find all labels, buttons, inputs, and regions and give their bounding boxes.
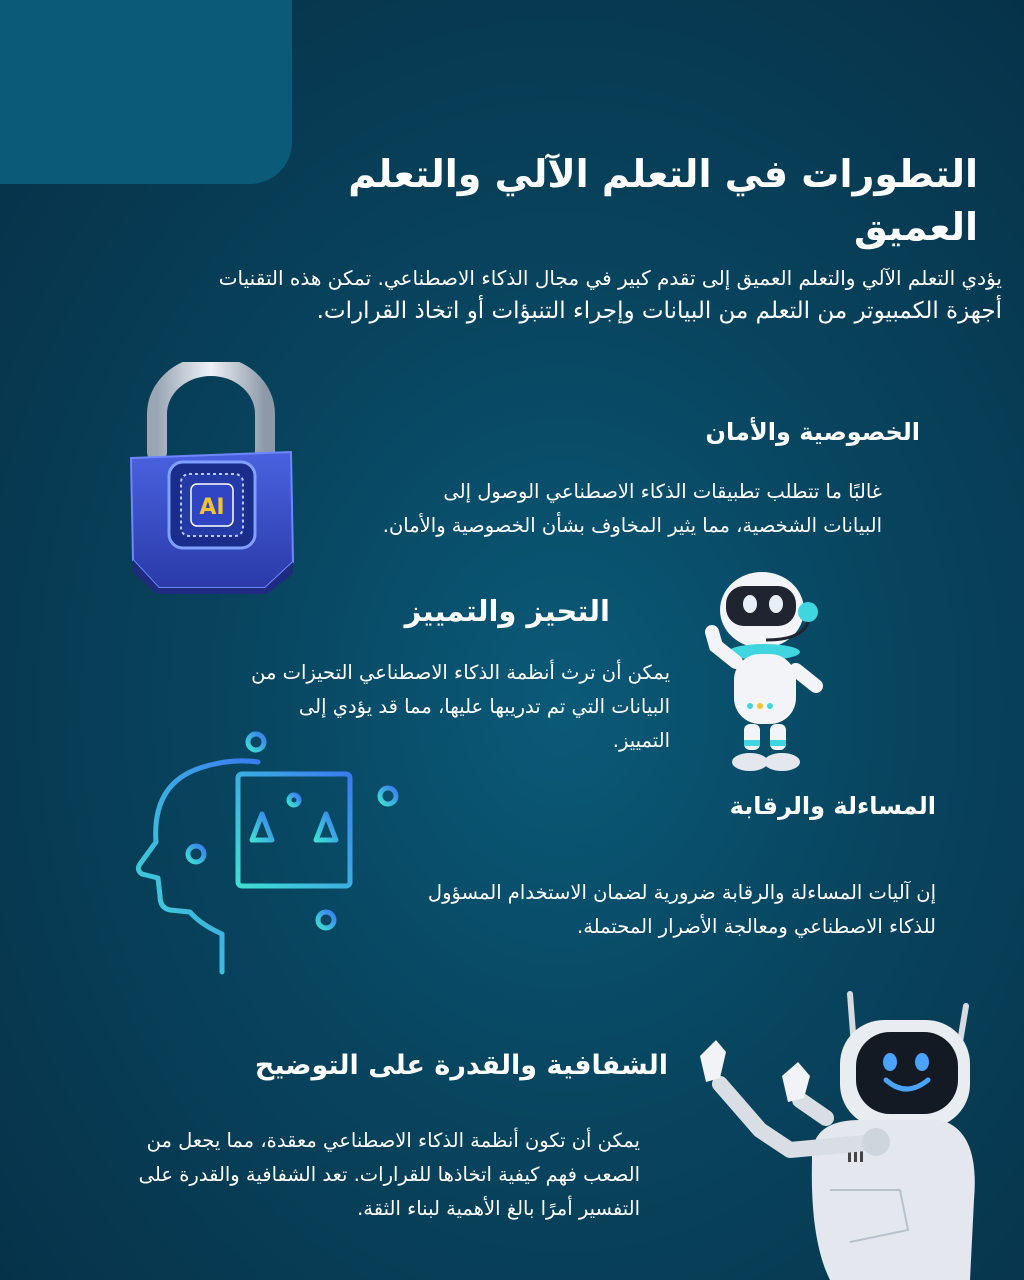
section-text-accountability: إن آليات المساءلة والرقابة ضرورية لضمان الاستخدام المسؤول للذكاء الاصطناعي ومعالجة الأضرار المحتملة. [427,881,936,939]
waving-robot-icon [680,980,980,1280]
section-text-privacy: غالبًا ما تتطلب تطبيقات الذكاء الاصطناعي الوصول إلى البيانات الشخصية، مما يثير المخاوف بشأن الخصوصية والأمان. [382,480,882,538]
padlock-ai-chip-icon [125,362,297,594]
intro-paragraph [122,262,1002,330]
lock-chip-label: AI [199,495,225,520]
section-heading-privacy: الخصوصية والأمان [705,418,920,446]
intro-line-1: يؤدي التعلم الآلي والتعلم العميق إلى تقدم كبير في مجال الذكاء الاصطناعي. تمكن هذه التقنيات [218,266,1002,290]
section-heading-accountability: المساءلة والرقابة [729,792,936,820]
page-title: التطورات في التعلم الآلي والتعلم العميق [348,152,978,250]
section-heading-bias: التحيز والتمييز [404,594,610,628]
head-circuit-scales-icon [130,724,400,976]
section-text-transparency: يمكن أن تكون أنظمة الذكاء الاصطناعي معقدة، مما يجعل من الصعب فهم كيفية اتخاذها للقرارات. تعد الشفافية والقدرة على التفسير أمرًا بالغ الأهمية لبناء الثقة. [138,1129,640,1221]
section-text-bias: يمكن أن ترث أنظمة الذكاء الاصطناعي التحيزات من البيانات التي تم تدريبها عليها، مما قد يؤدي إلى التمييز. [251,661,670,753]
robot-astronaut-icon [704,566,830,776]
section-heading-transparency: الشفافية والقدرة على التوضيح [254,1050,668,1081]
intro-line-2: أجهزة الكمبيوتر من التعلم من البيانات وإجراء التنبؤات أو اتخاذ القرارات. [316,298,1002,324]
